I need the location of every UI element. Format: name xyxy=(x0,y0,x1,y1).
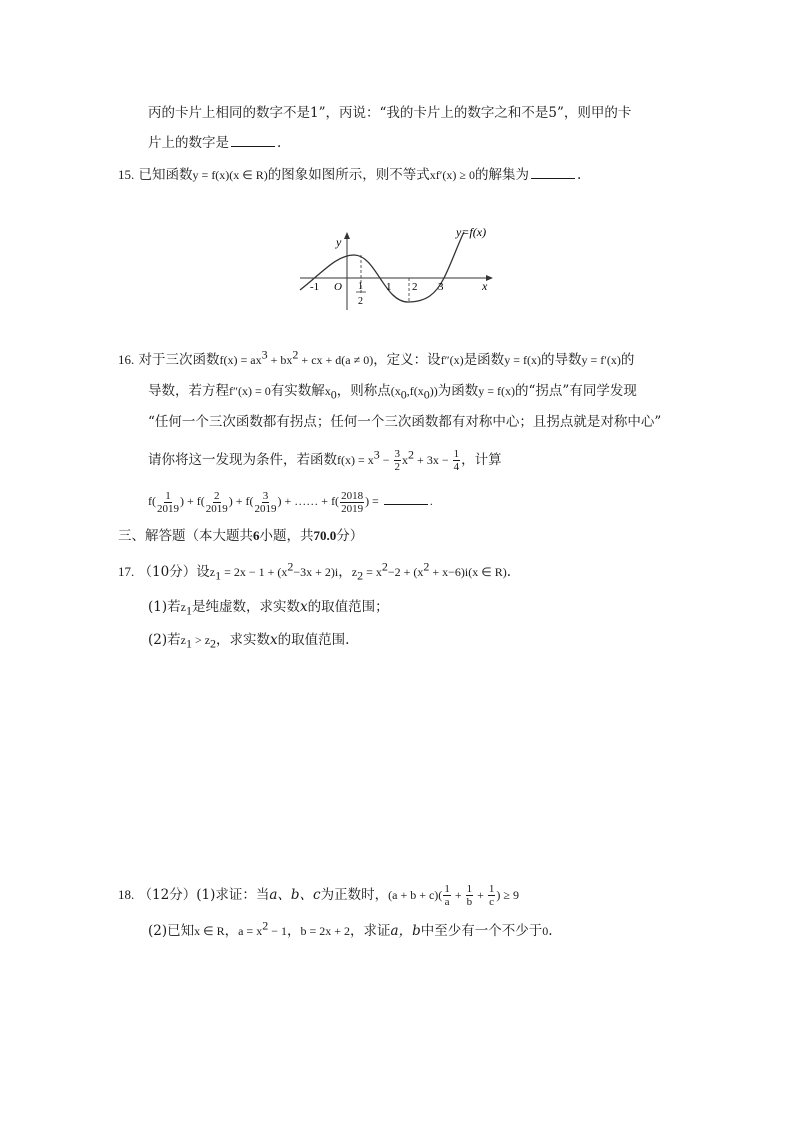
question-number: 15. xyxy=(118,167,135,182)
fraction: $\frac{3}{2019}$ xyxy=(254,489,277,515)
q14-line-2: 片上的数字是 . xyxy=(148,135,282,151)
function-graph xyxy=(296,222,496,314)
tick-1: 1 xyxy=(386,281,392,293)
section-heading: 三、解答题（本大题共6小题，共70.0分） xyxy=(118,528,364,544)
q16-line-2: 导数，若方程f″(x) = 0有实数解$x_0$，则称点$(x_0,f(x_0))$为函数y = f(x)的“拐点”有同学发现 xyxy=(148,383,637,402)
tick-3: 3 xyxy=(438,281,444,293)
fraction: $\frac{2018}{2019}$ xyxy=(341,489,364,515)
tick-2: 2 xyxy=(412,281,418,293)
y-axis-arrow xyxy=(344,232,350,239)
tick-half-numerator: 1 xyxy=(358,281,363,292)
answer-blank[interactable] xyxy=(531,165,575,179)
curve-label: y=f(x) xyxy=(456,225,487,239)
question-number: 16. xyxy=(118,352,135,367)
q18-part-1: 18. （12分）(1)求证：当a、b、c为正数时，(a + b + c)( $\frac{1}{a}$ + $\frac{1}{b}$ + $\frac{1}{c}$ ) ≥ 9 xyxy=(118,883,519,908)
q16-line-5: f( $\frac{1}{2019}$ ) + f( $\frac{2}{2019}$ ) + f( $\frac{3}{2019}$ ) + …… + f( $\frac{2018}{2019}$ ) = . xyxy=(148,489,433,515)
q16-line-3: “任何一个三次函数都有拐点；任何一个三次函数都有对称中心；且拐点就是对称中心” xyxy=(148,414,662,430)
fraction: $\frac{3}{2}$ xyxy=(394,448,401,473)
answer-blank[interactable] xyxy=(384,491,428,505)
origin-label: O xyxy=(334,281,342,293)
question-number: 17. xyxy=(118,564,135,579)
tick-neg1: -1 xyxy=(310,281,320,293)
q17-stem: 17. （10分）设$z_1 = 2x - 1 + (x^2-3x + 2)i$，$z_2 = x^2-2 + (x^2 + x-6)i(x$ ∈ R). xyxy=(118,559,512,583)
question-number: 18. xyxy=(118,887,135,902)
fraction: $\frac{1}{c}$ xyxy=(488,883,495,908)
q17-part-2: (2)若$z_1 > z_2$，求实数x的取值范围. xyxy=(148,632,350,651)
q18-part-2: (2)已知x ∈ R，$a = x^2 - 1$，b = 2x + 2，求证a，b中至少有一个不少于0. xyxy=(148,918,553,939)
q15-stem: 15. 已知函数y = f(x)(x ∈ R)的图象如图所示，则不等式xf′(x) ≥ 0的解集为 . xyxy=(118,167,582,183)
fraction: $\frac{1}{b}$ xyxy=(466,883,473,908)
q14-line-1: 丙的卡片上相同的数字不是1”，丙说：“我的卡片上的数字之和不是5”，则甲的卡 xyxy=(148,105,632,121)
answer-blank[interactable] xyxy=(231,133,275,147)
fraction: $\frac{1}{2019}$ xyxy=(157,489,179,515)
fraction: $\frac{1}{4}$ xyxy=(453,448,460,473)
y-label: y xyxy=(336,235,342,249)
fraction: $\frac{2}{2019}$ xyxy=(205,489,228,515)
tick-half-denominator: 2 xyxy=(358,296,363,307)
q16-line-1: 16. 对于三次函数$f(x) = ax^3 + bx^2$ + cx + d(a ≠ 0)，定义：设f″(x)是函数y = f(x)的导数y = f′(x)的 xyxy=(118,347,635,368)
fraction: $\frac{1}{a}$ xyxy=(444,883,450,908)
x-label: x xyxy=(482,279,488,293)
q16-line-4: 请你将这一发现为条件，若函数$f(x) = x^3$ − $\frac{3}{2}$ $x^2 + 3x$ − $\frac{1}{4}$ ，计算 xyxy=(148,447,502,473)
q17-part-1: (1)若$z_1$是纯虚数，求实数x的取值范围； xyxy=(148,599,389,618)
